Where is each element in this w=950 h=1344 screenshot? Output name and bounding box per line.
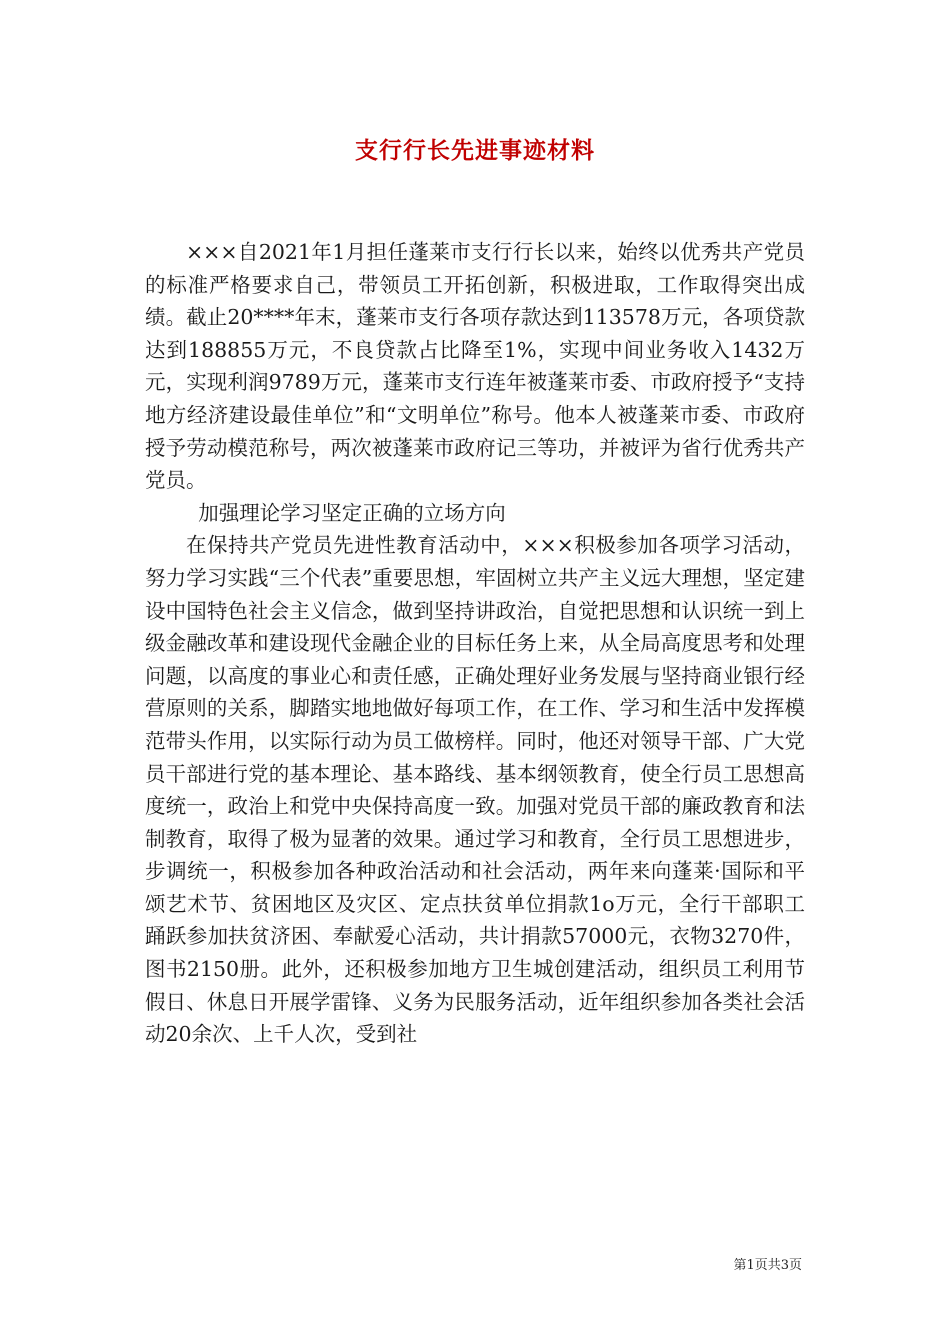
paragraph-study: 在保持共产党员先进性教育活动中，×××积极参加各项学习活动，努力学习实践“三个代表”重要思想，牢固树立共产主义远大理想，坚定建设中国特色社会主义信念，做到坚持讲政治，自觉把思想和认识统一到上级金融改革和建设现代金融企业的目标任务上来，从全局高度思考和处理问题，以高度的事业心和责任感，正确处理好业务发展与坚持商业银行经营原则的关系，脚踏实地地做好每项工作，在工作、学习和生活中发挥模范带头作用，以实际行动为员工做榜样。同时，他还对领导干部、广大党员干部进行党的基本理论、基本路线、基本纲领教育，使全行员工思想高度统一，政治上和党中央保持高度一致。加强对党员干部的廉政教育和法制教育，取得了极为显著的效果。通过学习和教育，全行员工思想进步，步调统一，积极参加各种政治活动和社会活动，两年来向蓬莱·国际和平颂艺术节、贫困地区及灾区、定点扶贫单位捐款1o万元，全行干部职工踊跃参加扶贫济困、奉献爱心活动，共计捐款57000元，衣物3270件，图书2150册。此外，还积极参加地方卫生城创建活动，组织员工利用节假日、休息日开展学雷锋、义务为民服务活动，近年组织参加各类社会活动20余次、上千人次，受到社	[145, 533, 805, 1047]
page-number: 第1页共3页	[733, 1258, 802, 1273]
section-heading: 加强理论学习坚定正确的立场方向	[198, 500, 506, 525]
document-body	[145, 236, 805, 1051]
paragraph-intro: ×××自2021年1月担任蓬莱市支行行长以来，始终以优秀共产党员的标准严格要求自己，带领员工开拓创新，积极进取，工作取得突出成绩。截止20****年末，蓬莱市支行各项存款达到113578万元，各项贷款达到188855万元，不良贷款占比降至1%，实现中间业务收入1432万元，实现利润9789万元，蓬莱市支行连年被蓬莱市委、市政府授予“支持地方经济建设最佳单位”和“文明单位”称号。他本人被蓬莱市委、市政府授予劳动模范称号，两次被蓬莱市政府记三等功，并被评为省行优秀共产党员。	[145, 240, 805, 493]
document-title: 支行行长先进事迹材料	[355, 137, 595, 164]
